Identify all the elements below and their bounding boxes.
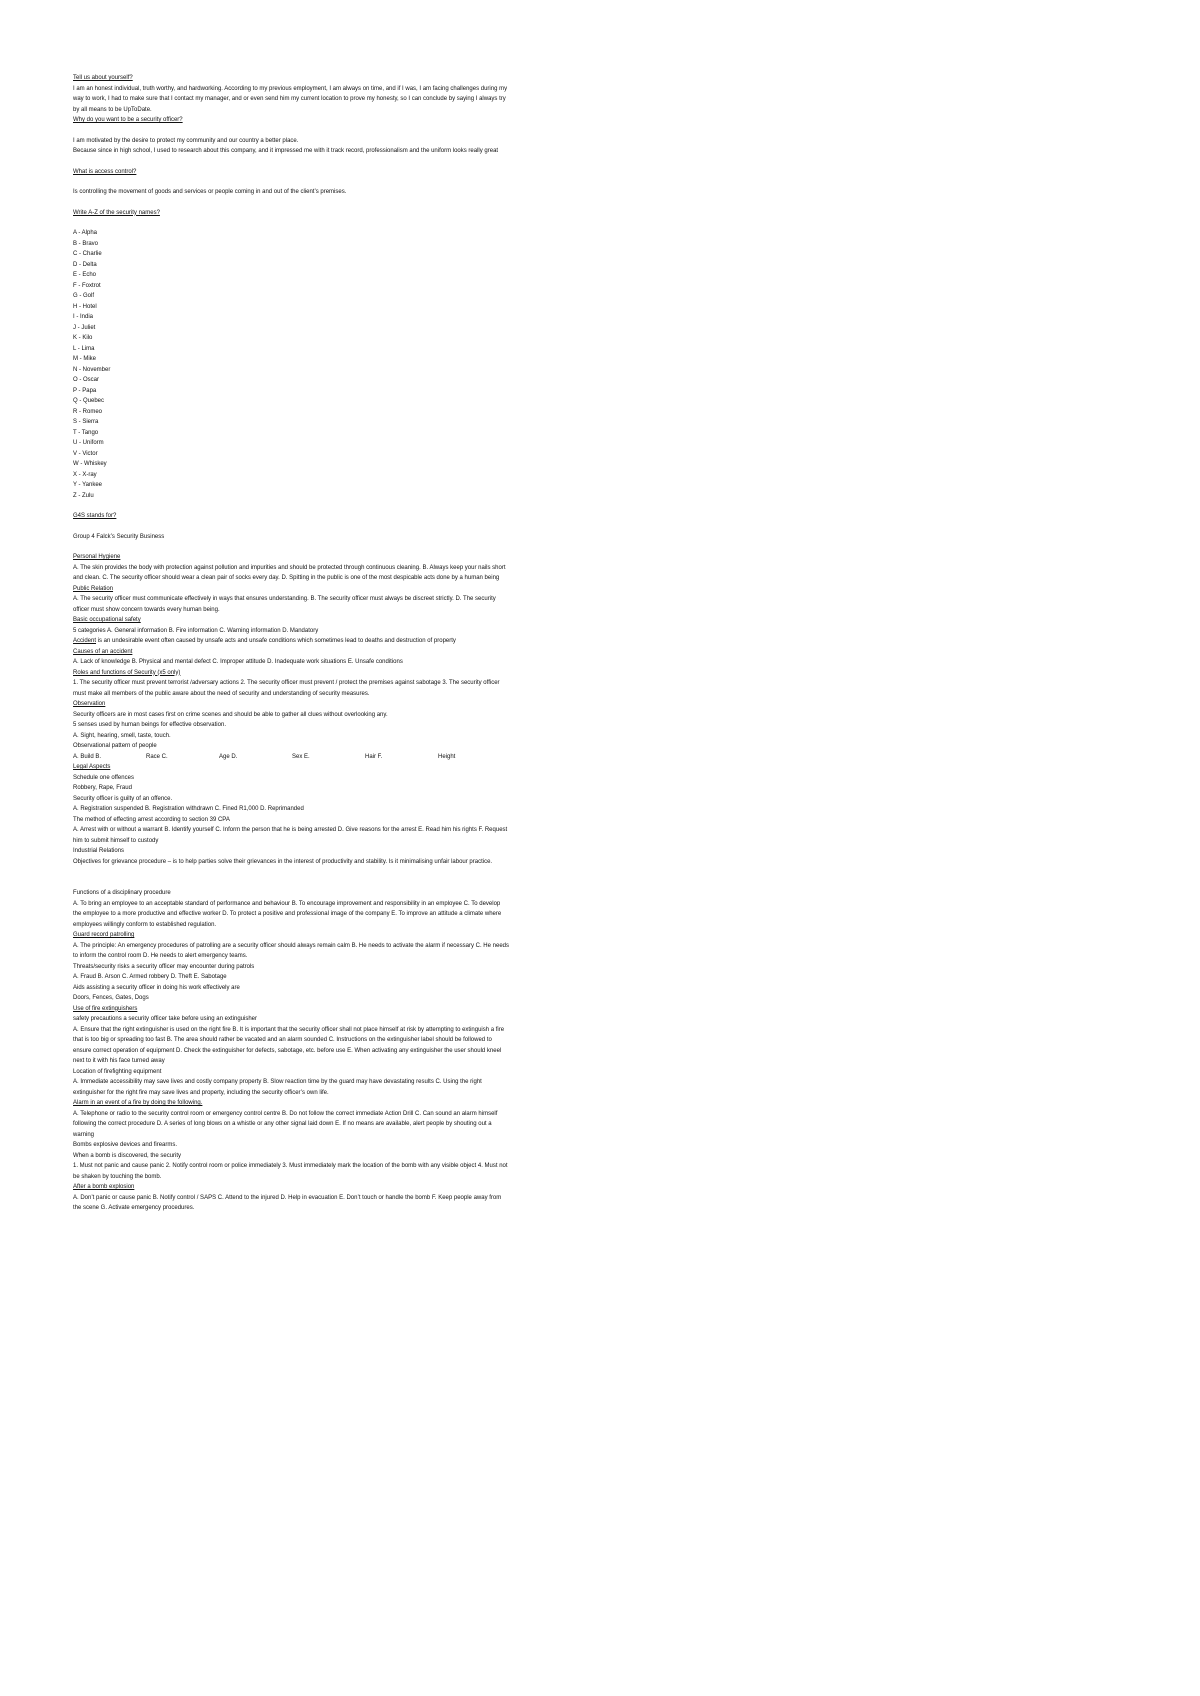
question-tell-us: Tell us about yourself?	[73, 75, 133, 81]
spacer	[73, 542, 510, 552]
answer-g4s: Group 4 Falck’s Security Business	[73, 533, 165, 540]
answer-tell-us: I am an honest individual, truth worthy, and hardworking. According to my previous employment, I am always on time, and if I was, I am facing challenges during my way to work, I had to make sure that I contact my manager, and or even send him my current location to prove my honesty, so I can conclude by saying I always try by all means to be UpToDate.	[73, 85, 508, 113]
text-personal-hygiene: A. The skin provides the body with protection against pollution and impurities and should be protected through continuous cleaning. B. Always keep your nails short and clean. C. The security officer should wear a clean pair of socks every day. D. Spitting in the public is one of the most despicable acts done by a human being	[73, 564, 506, 581]
phonetic-item: G - Golf	[73, 293, 95, 299]
spacer	[73, 198, 510, 208]
observation-col: Sex E.	[292, 753, 310, 760]
text-observation-2: 5 senses used by human beings for effective observation.	[73, 722, 226, 728]
question-why-security: Why do you want to be a security officer?	[73, 117, 183, 123]
text-legal-5: The method of effecting arrest according to section 39 CPA	[73, 816, 230, 823]
text-aids: Doors, Fences, Gates, Dogs	[73, 995, 149, 1001]
heading-fire-extinguishers: Use of fire extinguishers	[73, 1005, 138, 1012]
observation-col: Age D.	[219, 753, 238, 760]
phonetic-item: T - Tango	[73, 429, 99, 436]
text-fire-alarm: A. Telephone or radio to the security control room or emergency control centre B. Do not follow the correct immediate Action Drill C. Can sound an alarm himself following the correct procedure D. A series of long blows on a whistle or any other signal laid down E. If no means are available, alert people by shouting out a warning	[73, 1110, 498, 1138]
text-threats: A. Fraud B. Arson C. Armed robbery D. Theft E. Sabotage	[73, 974, 227, 980]
phonetic-item: E - Echo	[73, 272, 97, 278]
answer-access-control: Is controlling the movement of goods and services or people coming in and out of the client’s premises.	[73, 189, 347, 195]
text-after-explosion: A. Don’t panic or cause panic B. Notify control / SAPS C. Attend to the injured D. Help in evacuation E. Don’t touch or handle the bomb F. Keep people away from the scene G. Activate emergency procedures.	[73, 1194, 502, 1211]
phonetic-item: Y - Yankee	[73, 482, 103, 488]
phonetic-item: S - Sierra	[73, 419, 99, 425]
text-legal-1: Schedule one offences	[73, 774, 134, 781]
text-legal-3: Security officer is guilty of an offence.	[73, 795, 173, 802]
heading-causes-accident: Causes of an accident	[73, 648, 133, 655]
heading-basic-safety: Basic occupational safety	[73, 617, 141, 623]
phonetic-item: Z - Zulu	[73, 492, 94, 499]
text-causes-accident: A. Lack of knowledge B. Physical and mental defect C. Improper attitude D. Inadequate work situations E. Unsafe conditions	[73, 659, 403, 665]
heading-aids: Aids assisting a security officer in doing his work effectively are	[73, 984, 240, 991]
heading-after-explosion: After a bomb explosion	[73, 1184, 135, 1190]
phonetic-item: H - Hotel	[73, 303, 97, 310]
heading-extinguisher-precautions: safety precautions a security officer take before using an extinguisher	[73, 1016, 257, 1022]
text-extinguisher-3: A. Immediate accessibility may save lives and costly company property B. Slow reaction time by the guard may have devastating results C. Using the right extinguisher for the right fire may save lives and property, including the security officer’s own life.	[73, 1079, 482, 1096]
text-accident-definition	[73, 636, 510, 647]
phonetic-item: K - Kilo	[73, 335, 93, 341]
observation-col: Race C.	[146, 753, 168, 760]
text-guard-patrolling: A. The principle: An emergency procedures of patrolling are a security officer should always remain calm B. He needs to activate the alarm if necessary C. He needs to inform the control room D. He needs to alert emergency teams.	[73, 942, 509, 959]
heading-legal-aspects: Legal Aspects	[73, 764, 111, 770]
heading-disciplinary: Functions of a disciplinary procedure	[73, 890, 171, 896]
phonetic-alphabet-list	[73, 228, 510, 501]
phonetic-item: M - Mike	[73, 356, 96, 362]
heading-fire-alarm: Alarm in an event of a fire by doing the following.	[73, 1100, 203, 1106]
observation-pattern-row	[73, 752, 510, 763]
spacer	[73, 218, 510, 228]
spacer	[73, 522, 510, 532]
question-g4s: G4S stands for?	[73, 513, 117, 519]
phonetic-item: D - Delta	[73, 261, 97, 268]
phonetic-item: W - Whiskey	[73, 461, 107, 467]
observation-col: Height	[438, 753, 456, 760]
heading-public-relation: Public Relation	[73, 585, 114, 592]
phonetic-item: Q - Quebec	[73, 398, 105, 404]
heading-personal-hygiene: Personal Hygiene	[73, 554, 121, 560]
phonetic-item: I - India	[73, 314, 94, 320]
text-public-relation: A. The security officer must communicate effectively in ways that ensures understanding. B. The security officer must always be discreet strictly. D. The security officer must show concern towards every human being.	[73, 596, 496, 613]
phonetic-item: V - Victor	[73, 450, 98, 457]
text-safety-categories: 5 categories A. General information B. Fire information C. Warning information D. Mandatory	[73, 627, 319, 634]
heading-threats: Threats/security risks a security officer may encounter during patrols	[73, 963, 255, 970]
question-access-control: What is access control?	[73, 168, 137, 175]
accident-definition: is an undesirable event often caused by unsafe acts and unsafe conditions which sometimes lead to deaths and destruction of property	[96, 638, 456, 644]
phonetic-item: R - Romeo	[73, 408, 103, 415]
text-observation-4: Observational pattern of people	[73, 743, 157, 749]
phonetic-item: F - Foxtrot	[73, 282, 101, 289]
text-grievance: Objectives for grievance procedure – is to help parties solve their grievances in the interest of productivity and stability. Is it minimalising unfair labour practice.	[73, 858, 493, 865]
phonetic-item: C - Charlie	[73, 251, 102, 257]
text-extinguisher-1: A. Ensure that the right extinguisher is used on the right fire B. It is important that the security officer shall not place himself at risk by attempting to extinguish a fire that is too big or spreading too fast B. The area should rather be vacated and an alarm sounded C. Instructions on the extinguisher label should be followed to ensure correct operation of equipment D. Check the extinguisher for defects, sabotage, etc. before use E. When activating any extinguisher the user should kneel next to it with his face turned away	[73, 1026, 505, 1064]
phonetic-item: L - Lima	[73, 345, 95, 352]
text-extinguisher-2: Location of firefighting equipment	[73, 1068, 162, 1075]
observation-col: Hair F.	[365, 753, 383, 760]
accident-term: Accident	[73, 638, 97, 644]
phonetic-item: B - Bravo	[73, 240, 99, 247]
spacer	[73, 126, 510, 136]
text-legal-4: A. Registration suspended B. Registration withdrawn C. Fined R1,000 D. Reprimanded	[73, 806, 304, 812]
text-observation-3: A. Sight, hearing, smell, taste, touch.	[73, 732, 171, 739]
answer-why-2: Because since in high school, I used to research about this company, and it impressed me with it track record, professionalism and the uniform looks really great	[73, 148, 499, 154]
text-roles-security: 1. The security officer must prevent terrorist /adversary actions 2. The security officer must prevent / protect the premises against sabotage 3. The security officer must make all members of the public aware about the need of security and understanding of security measures.	[73, 680, 500, 697]
document-page	[73, 73, 510, 1214]
spacer	[73, 501, 510, 511]
text-industrial-relations: Industrial Relations	[73, 848, 125, 854]
text-disciplinary: A. To bring an employee to an acceptable standard of performance and behaviour B. To encourage improvement and responsibility in an employee C. To develop the employee to a more productive and effective worker D. To protect a positive and professional image of the company E. To improve an attitude a climate where employees willingly conform to established regulation.	[73, 900, 502, 928]
phonetic-item: O - Oscar	[73, 377, 100, 383]
spacer	[73, 867, 510, 888]
phonetic-item: N - November	[73, 366, 111, 373]
question-phonetic: Write A-Z of the security names?	[73, 209, 160, 216]
spacer	[73, 177, 510, 187]
heading-bombs: Bombs explosive devices and firearms.	[73, 1142, 178, 1148]
heading-guard-patrolling: Guard record patrolling	[73, 932, 135, 938]
phonetic-item: U - Uniform	[73, 440, 104, 446]
text-bombs-2: 1. Must not panic and cause panic 2. Notify control room or police immediately 3. Must immediately mark the location of the bomb with any visible object 4. Must not be shaken by touching the bomb.	[73, 1163, 508, 1180]
phonetic-item: J - Juliet	[73, 324, 96, 331]
text-bombs-1: When a bomb is discovered, the security	[73, 1152, 182, 1159]
text-legal-6: A. Arrest with or without a warrant B. Identify yourself C. Inform the person that he is being arrested D. Give reasons for the arrest E. Read him his rights F. Request him to submit himself to custody	[73, 827, 508, 844]
spacer	[73, 157, 510, 167]
observation-col: A. Build B.	[73, 753, 102, 760]
text-observation-1: Security officers are in most cases first on crime scenes and should be able to gather all clues without overlooking any.	[73, 711, 388, 718]
phonetic-item: P - Papa	[73, 387, 97, 394]
text-legal-2: Robbery, Rape, Fraud	[73, 785, 132, 791]
heading-roles-security: Roles and functions of Security (x5 only)	[73, 669, 181, 676]
phonetic-item: X - X-ray	[73, 471, 97, 478]
answer-why-1: I am motivated by the desire to protect my community and our country a better place.	[73, 137, 299, 144]
phonetic-item: A - Alpha	[73, 230, 98, 236]
heading-observation: Observation	[73, 701, 106, 707]
